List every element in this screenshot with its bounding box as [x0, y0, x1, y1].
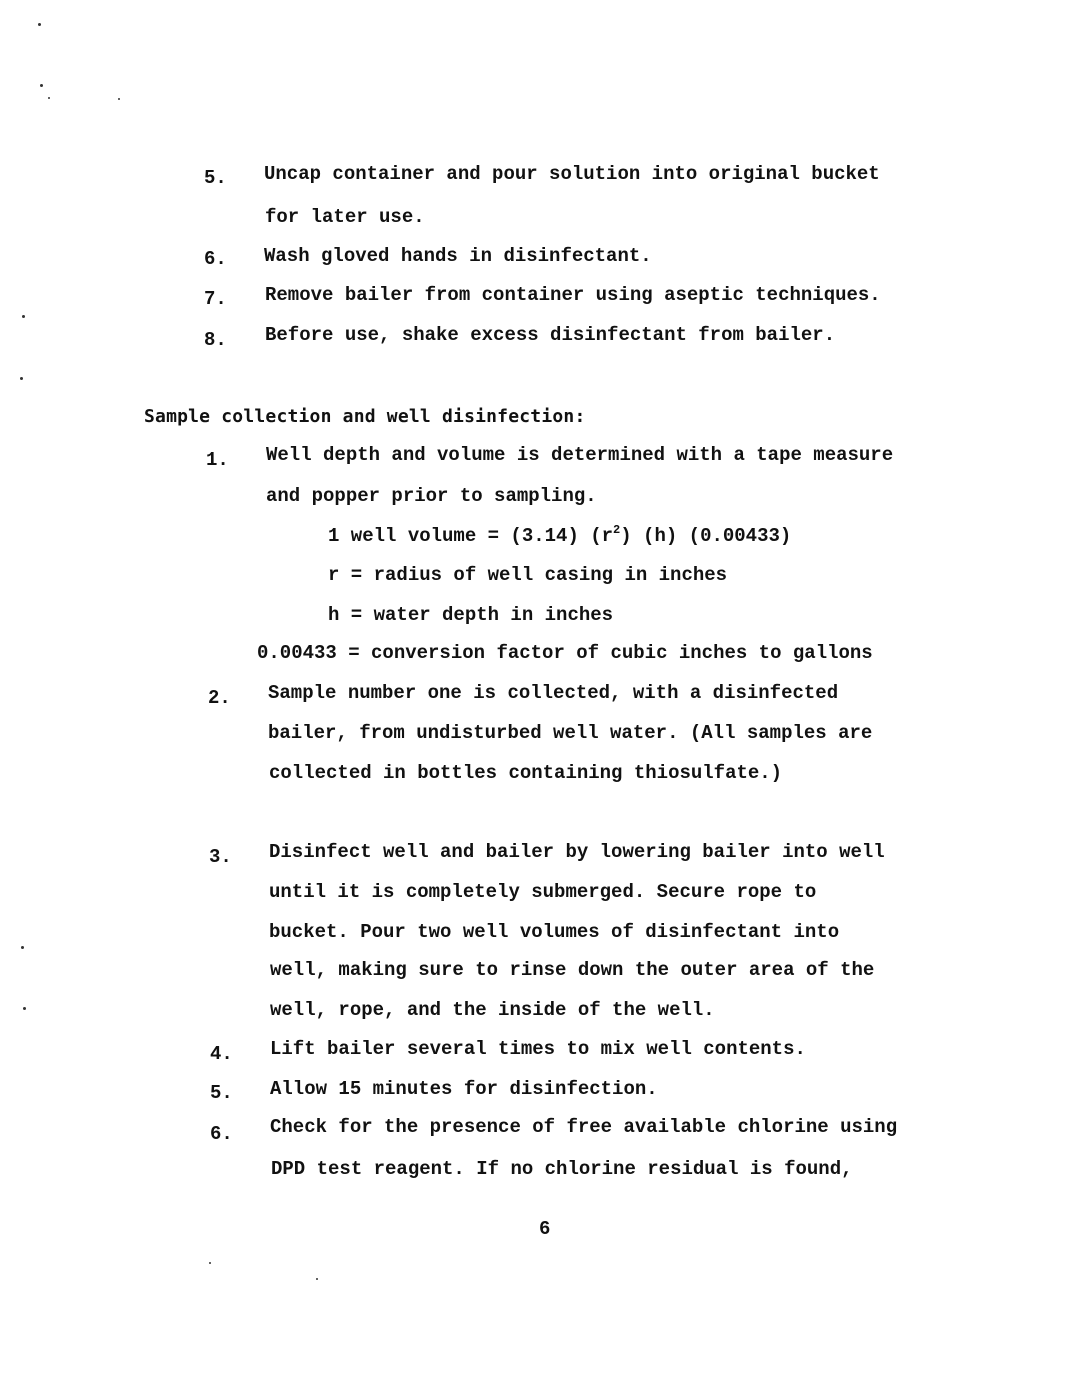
scan-speck [38, 23, 41, 26]
formula-line: 1 well volume = (3.14) $(r^2)$ (h) (0.00433) [328, 523, 792, 547]
step-text: bucket. Pour two well volumes of disinfectant into [269, 921, 840, 943]
step-text: for later use. [265, 206, 425, 228]
step-text: Allow 15 minutes for disinfection. [270, 1078, 658, 1100]
step-text: well, rope, and the inside of the well. [270, 999, 715, 1021]
step-text: and popper prior to sampling. [266, 485, 597, 507]
step-number: 7. [204, 288, 227, 310]
scan-speck [21, 946, 24, 949]
step-text: Remove bailer from container using aseptic techniques. [265, 284, 881, 306]
formula-definition: h = water depth in inches [328, 604, 614, 626]
step-text: Before use, shake excess disinfectant from bailer. [265, 324, 836, 346]
step-number: 8. [204, 329, 227, 351]
formula-definition: 0.00433 = conversion factor of cubic inches to gallons [257, 642, 873, 664]
scan-speck [40, 84, 43, 87]
step-text: bailer, from undisturbed well water. (All samples are [268, 722, 873, 744]
step-text: well, making sure to rinse down the outer area of the [270, 959, 875, 981]
step-text: Disinfect well and bailer by lowering bailer into well [269, 841, 885, 863]
scan-speck [316, 1278, 318, 1280]
scan-speck [209, 1262, 211, 1264]
step-text: Lift bailer several times to mix well contents. [270, 1038, 806, 1060]
step-number: 5. [210, 1082, 233, 1104]
step-number: 3. [209, 846, 232, 868]
scan-speck [22, 315, 25, 318]
scan-speck [48, 97, 50, 99]
section-heading: Sample collection and well disinfection: [144, 406, 586, 427]
scan-speck [20, 377, 23, 380]
scan-speck [23, 1007, 26, 1010]
step-text: Well depth and volume is determined with a tape measure [266, 444, 894, 466]
formula-definition: r = radius of well casing in inches [328, 564, 728, 586]
step-number: 6. [204, 248, 227, 270]
step-text: Check for the presence of free available chlorine using [270, 1116, 898, 1138]
step-number: 5. [204, 167, 227, 189]
scan-speck [118, 98, 120, 100]
step-text: until it is completely submerged. Secure rope to [269, 881, 817, 903]
step-number: 1. [206, 449, 229, 471]
step-text: Wash gloved hands in disinfectant. [264, 245, 652, 267]
step-text: Sample number one is collected, with a disinfected [268, 682, 839, 704]
page-number: 6 [539, 1218, 551, 1240]
step-text: collected in bottles containing thiosulfate.) [269, 762, 783, 784]
step-number: 6. [210, 1123, 233, 1145]
step-number: 2. [208, 687, 231, 709]
step-text: DPD test reagent. If no chlorine residual is found, [271, 1158, 853, 1180]
step-text: Uncap container and pour solution into original bucket [264, 163, 880, 185]
step-number: 4. [210, 1043, 233, 1065]
